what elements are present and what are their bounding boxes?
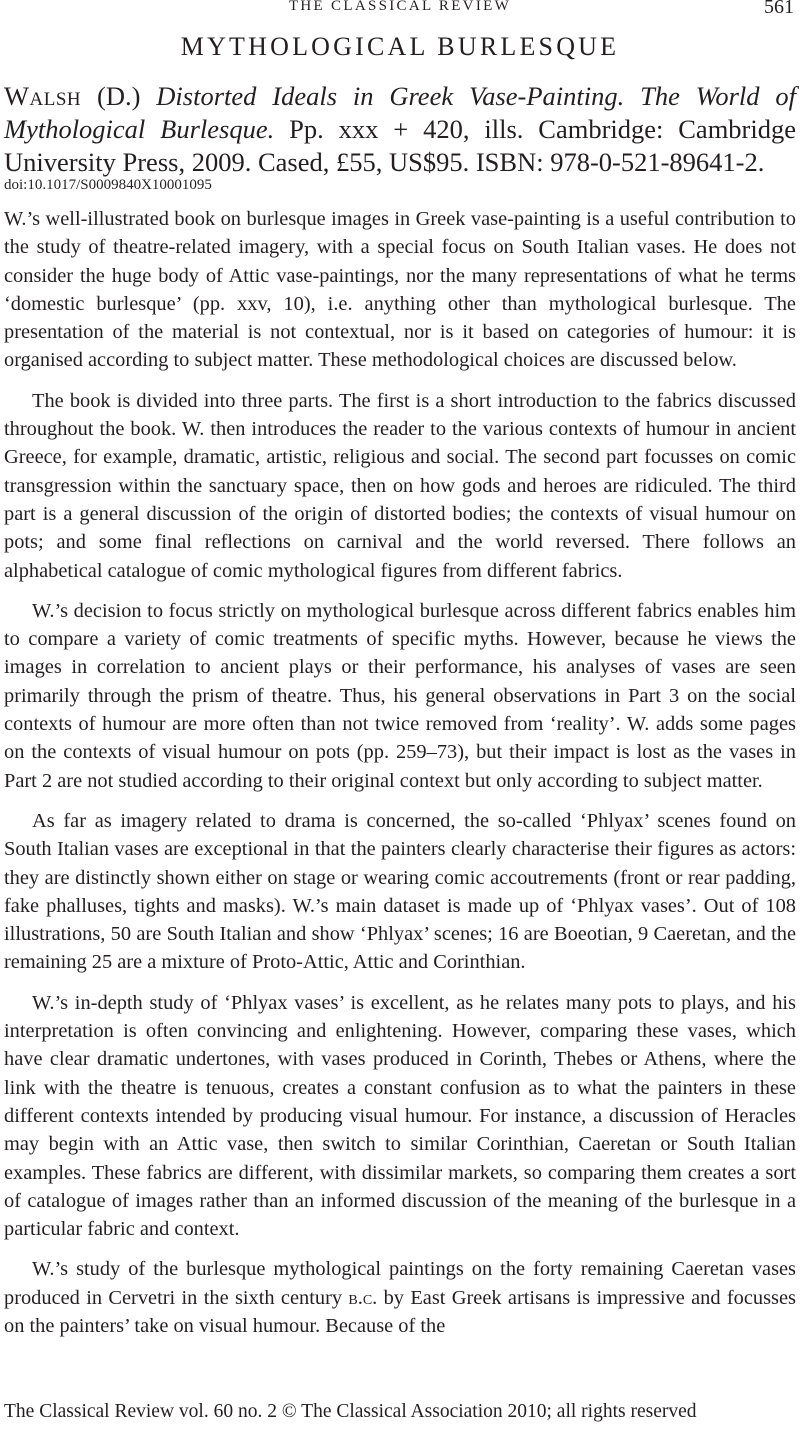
paragraph-1: W.’s well-illustrated book on burlesque images in Greek vase-painting is a useful contribution to the study of theatre-related imagery, with a special focus on South Italian vases. He does not consider the huge body of Attic vase-paintings, nor the many representations of what he terms ‘domestic burlesque’ (pp. xxv, 10), i.e. anything other than mythological burlesque. The presentation of the material is not contextual, nor is it based on categories of humour: it is organised according to subject matter. These methodological choices are discussed below. bbox=[4, 208, 796, 372]
paragraph-6 bbox=[4, 1255, 796, 1340]
copyright-footer: The Classical Review vol. 60 no. 2 © The Classical Association 2010; all rights reserved bbox=[4, 1401, 697, 1422]
page-number: 561 bbox=[764, 0, 794, 18]
era-abbreviation: b.c. bbox=[348, 1286, 378, 1309]
paragraph-2: The book is divided into three parts. The first is a short introduction to the fabrics discussed throughout the book. W. then introduces the reader to the various contexts of humour in ancient Greece, for example, dramatic, artistic, religious and social. The second part focusses on comic transgression within the sanctuary space, then on how gods and heroes are ridiculed. The third part is a general discussion of the origin of distorted bodies; the contexts of visual humour on pots; and some final reflections on carnival and the world reversed. There follows an alphabetical catalogue of comic mythological figures from different fabrics. bbox=[4, 389, 796, 582]
citation-author: Walsh bbox=[4, 81, 82, 111]
paragraph-6-end: by East Greek artisans is impressive and focusses on the painters’ take on visual humour. Because of the bbox=[4, 1286, 796, 1337]
paragraph-5: W.’s in-depth study of ‘Phlyax vases’ is excellent, as he relates many pots to plays, and his interpretation is often convincing and enlightening. However, comparing these vases, which have clear dramatic undertones, with vases produced in Corinth, Thebes or Athens, where the link with the theatre is tenuous, creates a constant confusion as to what the painters in these different contexts intended by producing visual humour. For instance, a discussion of Heracles may begin with an Attic vase, then switch to similar Corinthian, Caeretan or South Italian examples. These fabrics are different, with dissimilar markets, so comparing them creates a sort of catalogue of images rather than an informed discussion of the meaning of the burlesque in a particular fabric and context. bbox=[4, 991, 796, 1241]
doi: doi:10.1017/S0009840X10001095 bbox=[4, 177, 212, 193]
citation-details: Pp. xxx + 420, ills. Cambridge: Cambridge University Press, 2009. Cased, £55, US$95. ISBN: 978-0-521-89641-2. bbox=[4, 114, 797, 177]
paragraph-6-start: W.’s study of the burlesque mythological paintings on the forty remaining Caeretan vases produced in Cervetri in the sixth century bbox=[4, 1258, 796, 1309]
running-head bbox=[0, 0, 800, 18]
section-title: MYTHOLOGICAL BURLESQUE bbox=[180, 32, 620, 61]
citation-book-title: Distorted Ideals in Greek Vase-Painting. The World of Mythological Burlesque. bbox=[4, 81, 796, 144]
paragraph-4: As far as imagery related to drama is concerned, the so-called ‘Phlyax’ scenes found on South Italian vases are exceptional in that the painters clearly characterise their figures as actors: they are distinctly shown either on stage or wearing comic accoutrements (front or rear padding, fake phalluses, tights and masks). W.’s main dataset is made up of ‘Phlyax vases’. Out of 108 illustrations, 50 are South Italian and show ‘Phlyax’ scenes; 16 are Boeotian, 9 Caeretan, and the remaining 25 are a mixture of Proto-Attic, Attic and Corinthian. bbox=[4, 809, 796, 974]
paragraph-3: W.’s decision to focus strictly on mythological burlesque across different fabrics enables him to compare a variety of comic treatments of specific myths. However, because he views the images in correlation to ancient plays or their performance, his analyses of vases are seen primarily through the prism of theatre. Thus, his general observations in Part 3 on the social contexts of humour are more often than not twice removed from ‘reality’. W. adds some pages on the contexts of visual humour on pots (pp. 259–73), but their impact is lost as the vases in Part 2 are not studied according to their original context but only according to subject matter. bbox=[4, 599, 796, 792]
citation-initials: (D.) bbox=[97, 81, 141, 111]
review-body bbox=[4, 205, 796, 1352]
journal-running-title: THE CLASSICAL REVIEW bbox=[288, 0, 512, 14]
book-citation bbox=[4, 80, 796, 179]
